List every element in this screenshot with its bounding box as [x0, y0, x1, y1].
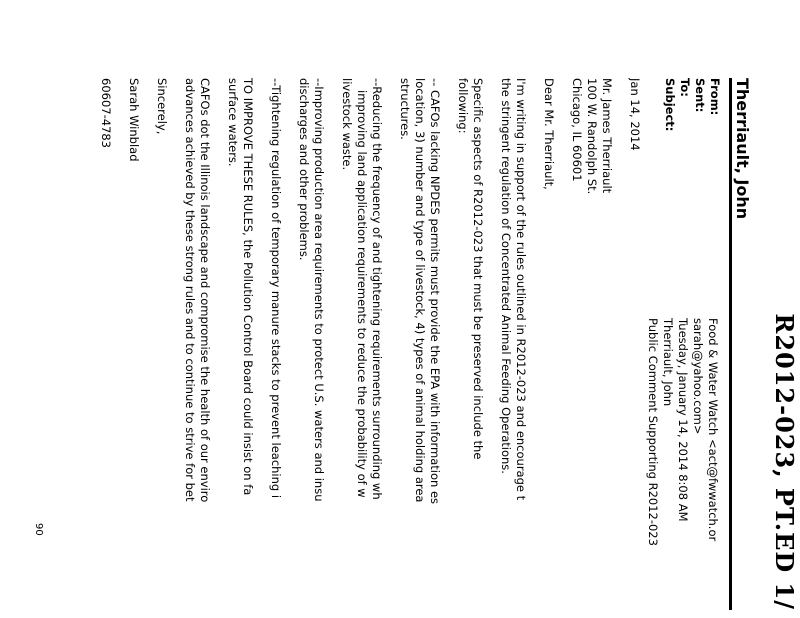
email-header-values: [645, 318, 720, 610]
address-line-2: 100 W. Randolph St.: [585, 78, 599, 195]
email-header-labels: [662, 78, 722, 131]
sent-value: Tuesday, January 14, 2014 8:08 AM: [676, 318, 690, 522]
subject-value: Public Comment Supporting R2012-023: [646, 318, 660, 546]
header-rule: [729, 78, 732, 610]
greeting: Dear Mr. Therriault,: [542, 78, 556, 190]
item-land-application: --Reducing the frequency of and tightening requirements surrounding wh improving land application requirements to reduce the probability of w livestock waste.: [340, 78, 384, 500]
closing-paragraph: CAFOs dot the Illinois landscape and compromise the health of our enviro advances achieved by these strong rules and to continue to strive for bet: [183, 78, 212, 503]
item-production-area: --Improving production area requirements to protect U.S. waters and insu discharges and other problems.: [297, 78, 326, 502]
improve-rules-paragraph: TO IMPROVE THESE RULES, the Pollution Control Board could insist on fa surface waters.: [226, 78, 255, 496]
address-line-1: Mr. James Therriault: [600, 78, 614, 194]
address-line-3: Chicago, IL 60601: [570, 78, 584, 182]
item-manure-stacks: --Tightening regulation of temporary manure stacks to prevent leaching i: [269, 78, 283, 499]
sent-label: Sent:: [693, 78, 707, 113]
to-value: Therriault, John: [661, 318, 675, 407]
from-value: Food & Water Watch <act@fwwatch.or: [706, 318, 720, 542]
docket-stamp: R2012-023, PT.ED 1/: [770, 313, 799, 610]
from-label: From:: [708, 78, 722, 116]
signer-name: Sarah Winblad: [127, 78, 141, 162]
letter-date: Jan 14, 2014: [628, 78, 642, 151]
signer-zip: 60607-4783: [99, 78, 113, 148]
subject-label: Subject:: [663, 78, 677, 132]
from-value-cont: sarah@yahoo.com>: [691, 318, 705, 435]
recipient-name-heading: Therriault, John: [733, 78, 752, 220]
item-npdes: -- CAFOs lacking NPDES permits must provide the EPA with information es location, 3) number and type of livestock, 4) types of animal holding area structures.: [398, 78, 442, 505]
to-label: To:: [678, 78, 692, 97]
intro-paragraph: I'm writing in support of the rules outlined in R2012-023 and encourage t the stringent regulation of Concentrated Animal Feeding Operations.: [499, 78, 528, 501]
aspects-paragraph: Specific aspects of R2012-023 that must be preserved include the following:: [456, 78, 485, 460]
letter-body: [98, 78, 642, 610]
page-number: 90: [33, 523, 44, 536]
signoff: Sincerely,: [155, 78, 169, 135]
